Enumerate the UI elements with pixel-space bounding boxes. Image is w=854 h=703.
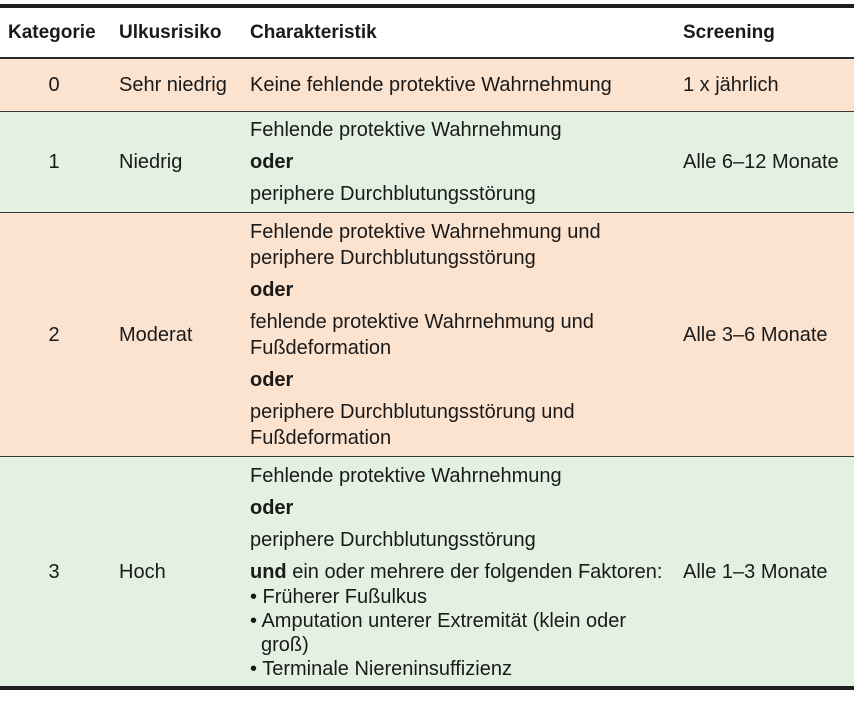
char-line-rest: ein oder mehrere der folgenden Faktoren:	[286, 560, 663, 583]
cell-charakteristik	[250, 463, 670, 681]
bullet-item: • Terminale Niereninsuffizienz	[250, 657, 512, 680]
header-screening: Screening	[683, 21, 775, 43]
char-connector-oder: oder	[250, 368, 294, 391]
char-line: Keine fehlende protektive Wahrnehmung	[250, 74, 612, 96]
cell-ulkusrisiko: Moderat	[119, 323, 193, 346]
table-row-category-0	[0, 59, 854, 112]
cell-screening: 1 x jährlich	[683, 74, 779, 96]
cell-charakteristik	[250, 117, 670, 207]
char-line: Fehlende protektive Wahrnehmung und	[250, 220, 601, 243]
cell-kategorie: 1	[48, 151, 60, 173]
header-kategorie: Kategorie	[8, 21, 96, 43]
risk-category-table	[0, 4, 854, 690]
bullet-item: • Amputation unterer Extremität (klein oder groß)	[250, 609, 627, 656]
cell-screening: Alle 1–3 Monate	[683, 560, 828, 583]
char-connector-oder: oder	[250, 151, 294, 173]
cell-ulkusrisiko: Hoch	[119, 560, 166, 583]
char-line: fehlende protektive Wahrnehmung und	[250, 310, 594, 333]
cell-screening: Alle 6–12 Monate	[683, 151, 839, 173]
cell-ulkusrisiko: Niedrig	[119, 151, 183, 173]
cell-charakteristik	[250, 219, 670, 451]
char-connector-und: und	[250, 560, 287, 583]
char-line: periphere Durchblutungsstörung	[250, 528, 536, 551]
cell-kategorie: 0	[48, 74, 60, 96]
char-line: Fehlende protektive Wahrnehmung	[250, 464, 562, 487]
table-header-row	[0, 8, 854, 59]
header-charakteristik: Charakteristik	[250, 21, 377, 43]
header-ulkusrisiko: Ulkusrisiko	[119, 21, 222, 43]
char-connector-oder: oder	[250, 496, 294, 519]
char-connector-oder: oder	[250, 278, 294, 301]
table-row-category-2	[0, 213, 854, 457]
table-row-category-3	[0, 457, 854, 686]
char-line: periphere Durchblutungsstörung und	[250, 400, 575, 423]
cell-ulkusrisiko: Sehr niedrig	[119, 74, 227, 96]
char-line: Fußdeformation	[250, 336, 392, 359]
char-line: periphere Durchblutungsstörung	[250, 183, 536, 205]
cell-charakteristik	[250, 72, 670, 98]
table-row-category-1	[0, 112, 854, 213]
char-line: periphere Durchblutungsstörung	[250, 246, 536, 269]
cell-screening: Alle 3–6 Monate	[683, 323, 828, 346]
char-line-und	[250, 559, 670, 585]
char-line: Fehlende protektive Wahrnehmung	[250, 119, 562, 141]
char-line: Fußdeformation	[250, 426, 392, 449]
cell-kategorie: 2	[48, 323, 60, 346]
cell-kategorie: 3	[48, 560, 60, 583]
bullet-item: • Früherer Fußulkus	[250, 585, 428, 608]
